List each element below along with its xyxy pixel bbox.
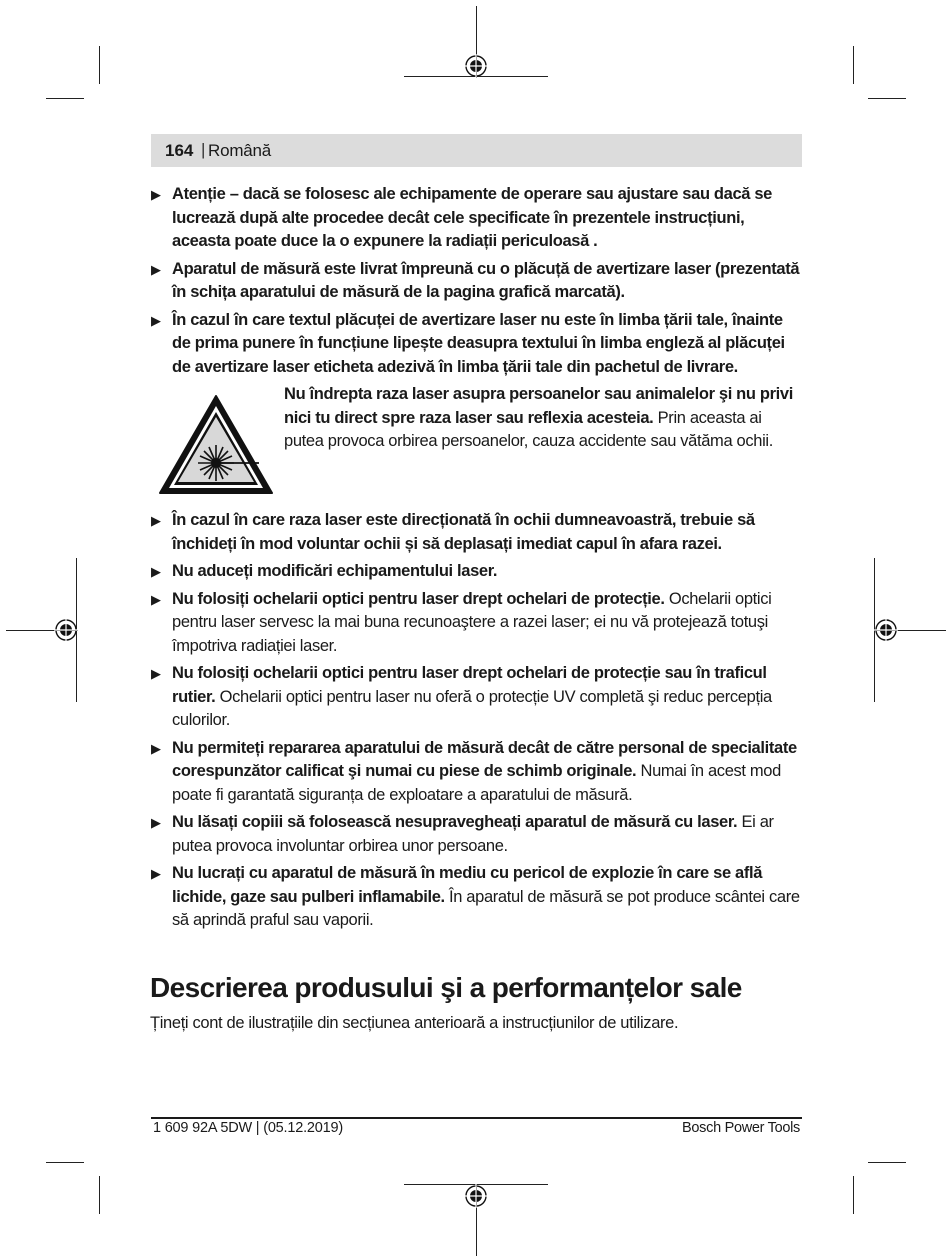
warning-bold-text: Nu folosiți ochelarii optici pentru laser drept ochelari de protecție.	[172, 589, 665, 608]
registration-target-icon	[874, 618, 898, 642]
bullet-arrow-icon: ▶	[151, 866, 161, 881]
bullet-arrow-icon: ▶	[151, 312, 161, 328]
crop-mark	[853, 46, 854, 84]
crop-mark	[46, 1162, 84, 1163]
registration-target-icon	[464, 54, 488, 78]
bullet-arrow-icon: ▶	[151, 666, 161, 681]
bullet-arrow-icon: ▶	[151, 513, 161, 528]
laser-warning-normal: Prin aceasta ai putea provoca orbirea persoanelor, cauza accidente sau vătăma ochii.	[284, 408, 773, 450]
bullet-arrow-icon: ▶	[151, 815, 161, 830]
crop-mark	[868, 1162, 906, 1163]
warning-text: Ochelarii optici pentru laser servesc la mai buna recunoaştere a razei laser; ei nu vă protejează totuşi împotriva radiației laser.	[172, 589, 772, 655]
footer-divider	[151, 1117, 802, 1119]
warning-bold-text: Aparatul de măsură este livrat împreună cu o plăcuță de avertizare laser (prezentată în schița aparatului de măsură de la pagina grafică marcată).	[172, 259, 800, 301]
crop-mark	[46, 98, 84, 99]
section-text: Țineți cont de ilustrațiile din secțiunea anterioară a instrucțiunilor de utilizare.	[150, 1014, 679, 1032]
warning-text: Ochelarii optici pentru laser nu oferă o protecție UV completă şi reduc percepția culorilor.	[172, 687, 772, 729]
page-header	[151, 134, 802, 167]
warning-item	[151, 862, 803, 933]
bullet-arrow-icon: ▶	[151, 740, 161, 756]
bullet-arrow-icon: ▶	[151, 564, 161, 579]
warning-item	[151, 560, 803, 584]
header-separator: |	[201, 140, 206, 159]
warning-item	[151, 309, 803, 380]
warning-item	[151, 662, 803, 733]
warning-text: Numai în acest mod poate fi garantată siguranța de exploatare a aparatului de măsură.	[172, 762, 781, 804]
bullet-arrow-icon: ▶	[151, 187, 161, 202]
footer-brand: Bosch Power Tools	[682, 1120, 800, 1136]
warning-bold-text: În cazul în care textul plăcuței de avertizare laser nu este în limba țării tale, înainte de prima punere în funcțiune lipește deasupra textului în limba engleză al plăcuței de avertizare laser eticheta adezivă în limba țării tale din pachetul de livrare.	[172, 310, 785, 376]
warning-text: În aparatul de măsură se pot produce scântei care să aprindă praful sau vaporii.	[172, 887, 800, 929]
warning-bold-text: Nu aduceți modificări echipamentului laser.	[172, 562, 498, 580]
laser-warning-bold: Nu îndrepta raza laser asupra persoanelor sau animalelor şi nu privi nici tu direct spre raza laser sau reflexia acesteia.	[284, 385, 793, 427]
warning-item	[151, 737, 803, 808]
crop-mark	[99, 46, 100, 84]
registration-target-icon	[464, 1184, 488, 1208]
bullet-arrow-icon: ▶	[151, 261, 161, 277]
crop-mark	[99, 1176, 100, 1214]
registration-target-icon	[54, 618, 78, 642]
warning-item	[151, 258, 803, 305]
section-heading: Descrierea produsului şi a performanțelor sale	[150, 972, 742, 1003]
page-number: 164	[165, 141, 194, 160]
crop-mark	[868, 98, 906, 99]
header-language: Română	[208, 141, 272, 160]
crop-mark	[853, 1176, 854, 1214]
warning-text: Ei ar putea provoca involuntar orbirea unor persoane.	[172, 813, 774, 855]
warning-item	[151, 509, 803, 556]
warning-item	[151, 588, 803, 659]
warning-bold-text: Nu permiteți repararea aparatului de măsură decât de către personal de specialitate corespunzător calificat şi numai cu piese de schimb originale.	[172, 738, 797, 780]
laser-warning-block	[172, 383, 803, 495]
warning-bold-text: Nu lăsați copiii să folosească nesupravegheați aparatul de măsură cu laser.	[172, 813, 738, 831]
bullet-arrow-icon: ▶	[151, 591, 161, 607]
warning-item	[151, 811, 803, 858]
warning-bold-text: În cazul în care raza laser este direcționată în ochii dumneavoastră, trebuie să închideți în mod voluntar ochii și să deplasați imediat capul în afara razei.	[172, 511, 755, 553]
warning-bold-text: Atenție – dacă se folosesc ale echipamente de operare sau ajustare sau dacă se lucrează după alte procedee decât cele specificate în prezentele instrucțiuni, aceasta poate duce la o expunere la radiații periculoasă .	[172, 185, 772, 250]
warning-bold-text: Nu lucrați cu aparatul de măsură în mediu cu pericol de explozie în care se află lichide, gaze sau pulberi inflamabile.	[172, 864, 763, 906]
laser-warning-text	[284, 383, 804, 454]
safety-content	[151, 183, 803, 937]
warning-bold-text: Nu folosiți ochelarii optici pentru laser drept ochelari de protecție sau în traficul rutier.	[172, 664, 767, 706]
footer-doc-code: 1 609 92A 5DW | (05.12.2019)	[153, 1120, 344, 1136]
warning-item	[151, 183, 803, 254]
laser-warning-icon	[157, 393, 275, 497]
